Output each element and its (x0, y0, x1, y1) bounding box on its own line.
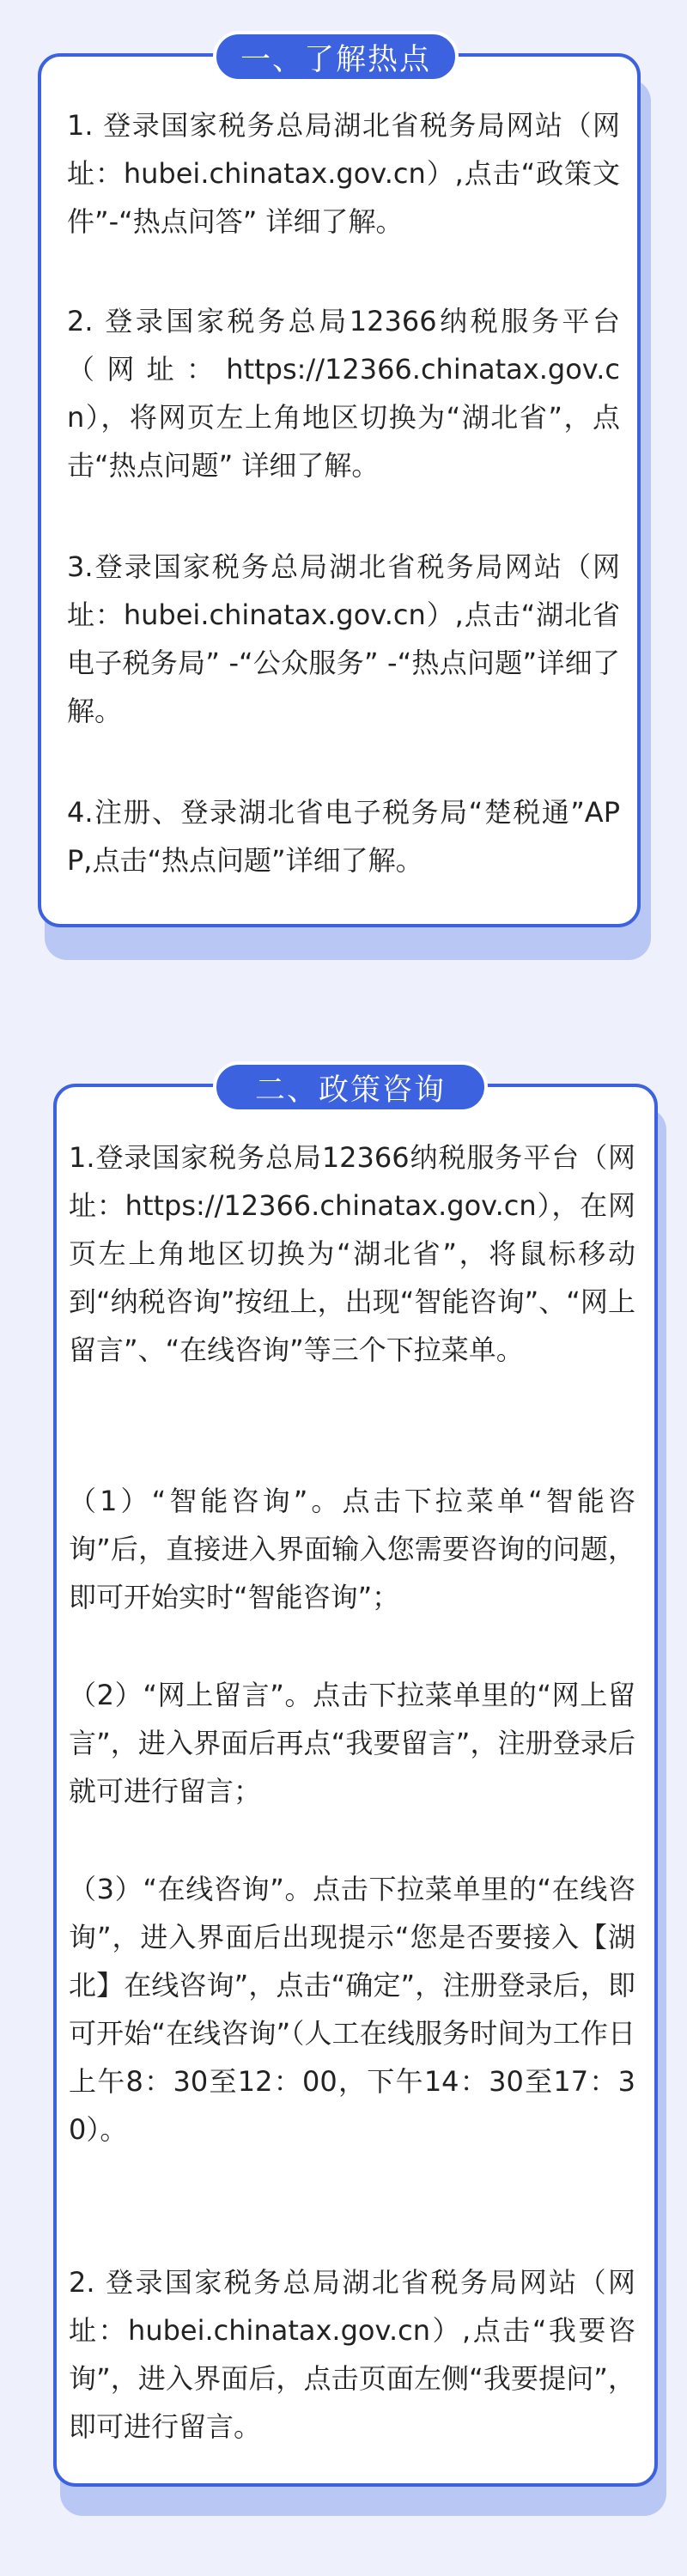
policy-consult-paragraph-4: （3）“在线咨询”。点击下拉菜单里的“在线咨询”，进入界面后出现提示“您是否要接入【湖北】在线咨询”，点击“确定”，注册登录后，即可开始“在线咨询”（人工在线服务时间为工作日上午8：30至12：00，下午14：30至17：30）。 (69, 1873, 635, 2146)
hot-topics-paragraph-4: 4.注册、登录湖北省电子税务局“楚税通”APP,点击“热点问题”详细了解。 (67, 796, 620, 877)
section-title-hot-topics: 一、了解热点 (213, 31, 459, 82)
hot-topics-paragraph-2: 2. 登录国家税务总局12366纳税服务平台（网址：https://12366.chinatax.gov.cn），将网页左上角地区切换为“湖北省”，点击“热点问题” 详细了解。 (67, 305, 620, 482)
policy-consult-paragraph-3: （2）“网上留言”。点击下拉菜单里的“网上留言”，进入界面后再点“我要留言”，注册登录后就可进行留言； (69, 1679, 635, 1807)
section-title-policy-consult: 二、政策咨询 (213, 1061, 488, 1113)
hot-topics-paragraph-1: 1. 登录国家税务总局湖北省税务局网站（网址：hubei.chinatax.gov.cn）,点击“政策文件”-“热点问答” 详细了解。 (67, 109, 620, 238)
hot-topics-paragraph-3: 3.登录国家税务总局湖北省税务局网站（网址：hubei.chinatax.gov.cn）,点击“湖北省电子税务局” -“公众服务” -“热点问题”详细了解。 (67, 550, 620, 727)
policy-consult-paragraph-2: （1）“智能咨询”。点击下拉菜单“智能咨询”后，直接进入界面输入您需要咨询的问题，即可开始实时“智能咨询”； (69, 1485, 635, 1613)
policy-consult-paragraph-1: 1.登录国家税务总局12366纳税服务平台（网址：https://12366.chinatax.gov.cn），在网页左上角地区切换为“湖北省”，将鼠标移动到“纳税咨询”按纽上，出现“智能咨询”、“网上留言”、“在线咨询”等三个下拉菜单。 (69, 1141, 635, 1366)
policy-consult-paragraph-5: 2. 登录国家税务总局湖北省税务局网站（网址：hubei.chinatax.gov.cn）,点击“我要咨询”，进入界面后，点击页面左侧“我要提问”，即可进行留言。 (69, 2266, 635, 2443)
